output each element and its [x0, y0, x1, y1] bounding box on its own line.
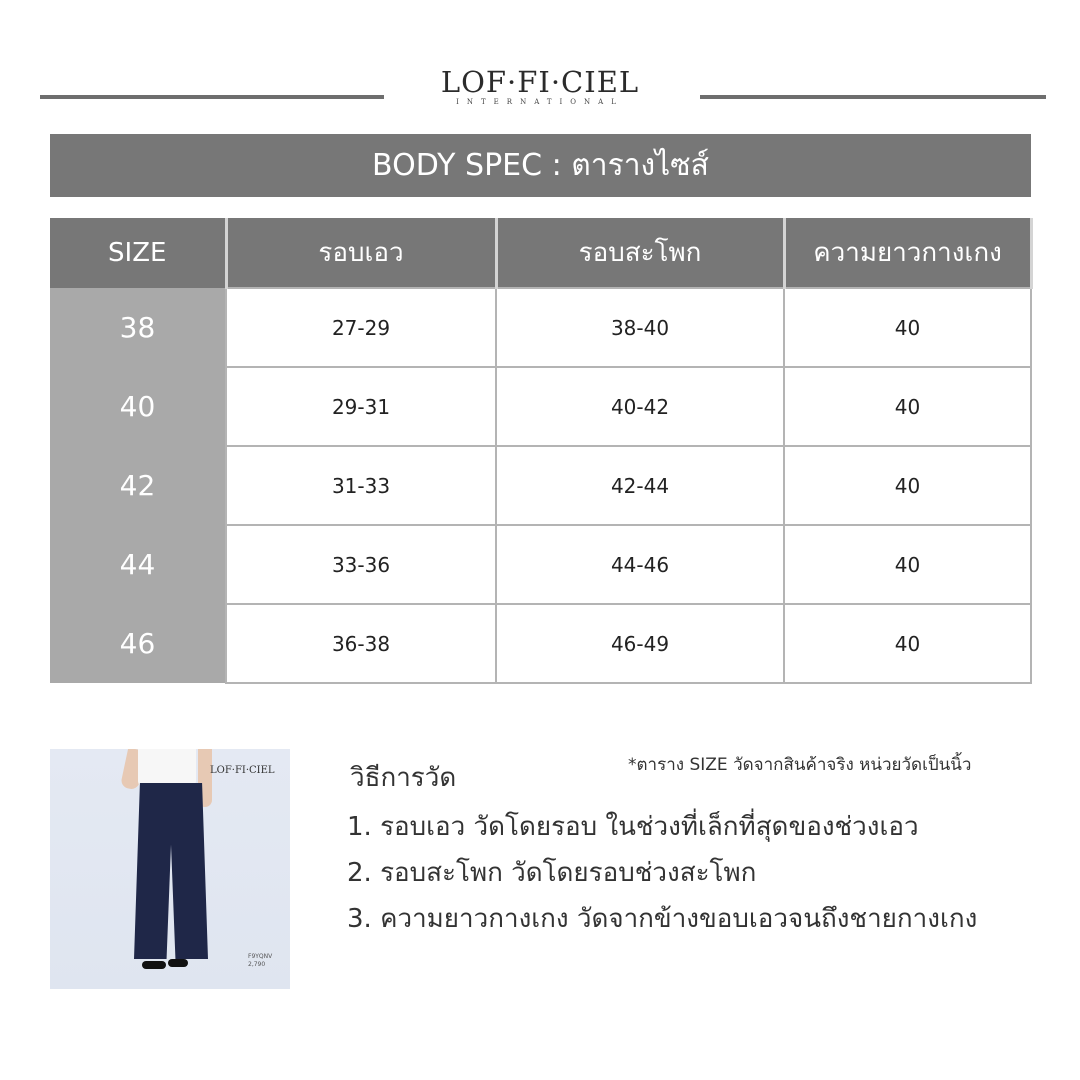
size-cell: 42 [50, 446, 226, 525]
product-photo [50, 749, 290, 989]
product-price: 2,790 [248, 961, 266, 968]
waist-cell: 27-29 [226, 288, 496, 367]
photo-product-code [248, 953, 272, 969]
size-cell: 44 [50, 525, 226, 604]
size-cell: 40 [50, 367, 226, 446]
table-row [50, 446, 1031, 525]
table-row [50, 288, 1031, 367]
table-row [50, 367, 1031, 446]
table-row [50, 525, 1031, 604]
hip-cell: 46-49 [496, 604, 784, 683]
howto-title: วิธีการวัด [350, 763, 457, 793]
photo-brand-logo: LOF·FI·CIEL [210, 765, 275, 776]
unit-note: *ตาราง SIZE วัดจากสินค้าจริง หน่วยวัดเป็นนิ้ว [628, 755, 972, 775]
model-shoe [168, 959, 188, 967]
list-item: 3. ความยาวกางเกง วัดจากข้างขอบเอวจนถึงชายกางเกง [347, 904, 978, 934]
header-waist: รอบเอว [226, 218, 496, 288]
hip-cell: 40-42 [496, 367, 784, 446]
howto-steps [347, 806, 977, 944]
size-table [50, 218, 1033, 684]
hip-cell: 38-40 [496, 288, 784, 367]
waist-cell: 33-36 [226, 525, 496, 604]
length-cell: 40 [784, 288, 1031, 367]
header-length: ความยาวกางเกง [784, 218, 1031, 288]
size-cell: 46 [50, 604, 226, 683]
page-title: BODY SPEC : ตารางไซส์ [50, 134, 1031, 197]
hip-cell: 42-44 [496, 446, 784, 525]
waist-cell: 36-38 [226, 604, 496, 683]
waist-cell: 29-31 [226, 367, 496, 446]
list-item: 1. รอบเอว วัดโดยรอบ ในช่วงที่เล็กที่สุดของช่วงเอว [347, 812, 919, 842]
brand-subtitle: INTERNATIONAL [456, 98, 624, 106]
header-rule-right [700, 95, 1046, 99]
size-cell: 38 [50, 288, 226, 367]
model-shoe [142, 961, 166, 969]
table-row [50, 604, 1031, 683]
waist-cell: 31-33 [226, 446, 496, 525]
length-cell: 40 [784, 367, 1031, 446]
table-header-row [50, 218, 1031, 288]
product-code: F9YQNV [248, 953, 273, 960]
brand-logo [400, 64, 680, 106]
header-size: SIZE [50, 218, 226, 288]
list-item: 2. รอบสะโพก วัดโดยรอบช่วงสะโพก [347, 858, 757, 888]
model-shirt [138, 749, 196, 787]
length-cell: 40 [784, 446, 1031, 525]
header-hip: รอบสะโพก [496, 218, 784, 288]
header-rule-left [40, 95, 384, 99]
brand-name: LOF·FI·CIEL [440, 65, 640, 99]
hip-cell: 44-46 [496, 525, 784, 604]
length-cell: 40 [784, 604, 1031, 683]
model-pants [134, 783, 208, 959]
length-cell: 40 [784, 525, 1031, 604]
